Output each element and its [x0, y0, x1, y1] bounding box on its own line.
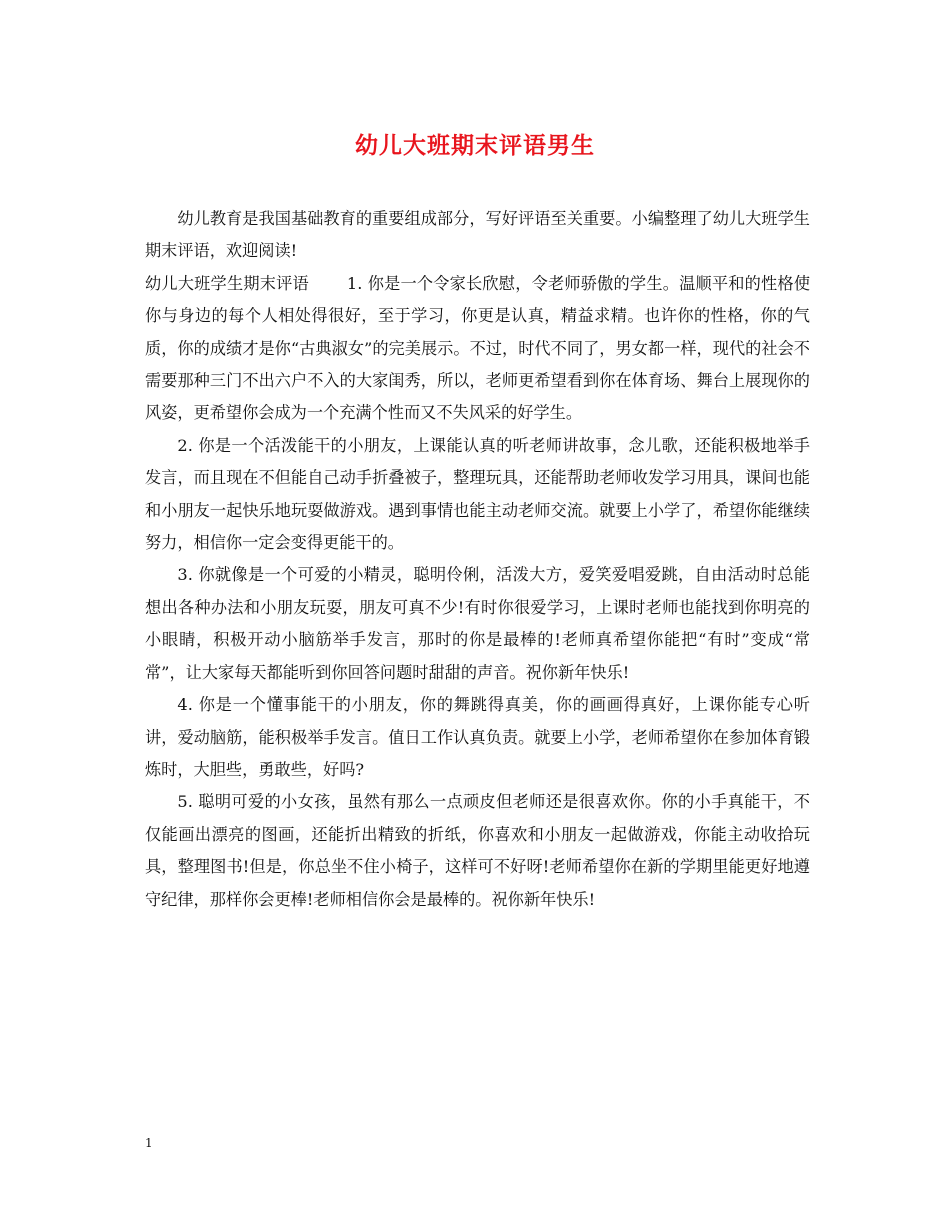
comment-item-1: 1. 你是一个令家长欣慰，令老师骄傲的学生。温顺平和的性格使你与身边的每个人相处得很好，至于学习，你更是认真，精益求精。也许你的性格，你的气质，你的成绩才是你“古典淑女”的完美展示。不过，时代不同了，男女都一样，现代的社会不需要那种三门不出六户不入的大家闺秀，所以，老师更希望看到你在体育场、舞台上展现你的风姿，更希望你会成为一个充满个性而又不失风采的好学生。 — [145, 273, 811, 423]
comment-item-3: 3. 你就像是一个可爱的小精灵，聪明伶俐，活泼大方，爱笑爱唱爱跳，自由活动时总能想出各种办法和小朋友玩耍，朋友可真不少!有时你很爱学习，上课时老师也能找到你明亮的小眼睛，积极开动小脑筋举手发言，那时的你是最棒的!老师真希望你能把“有时”变成“常常”，让大家每天都能听到你回答问题时甜甜的声音。祝你新年快乐! — [145, 565, 810, 682]
comment-item-2: 2. 你是一个活泼能干的小朋友，上课能认真的听老师讲故事，念儿歌，还能积极地举手发言，而且现在不但能自己动手折叠被子，整理玩具，还能帮助老师收发学习用具，课间也能和小朋友一起快乐地玩耍做游戏。遇到事情也能主动老师交流。就要上小学了，希望你能继续努力，相信你一定会变得更能干的。 — [145, 435, 810, 553]
section-label: 幼儿大班学生期末评语 — [145, 273, 309, 293]
intro-paragraph: 幼儿教育是我国基础教育的重要组成部分，写好评语至关重要。小编整理了幼儿大班学生期末评语，欢迎阅读! — [145, 209, 810, 261]
comment-item-4: 4. 你是一个懂事能干的小朋友，你的舞跳得真美，你的画画得真好，上课你能专心听讲，爱动脑筋，能积极举手发言。值日工作认真负责。就要上小学，老师希望你在参加体育锻炼时，大胆些，勇敢些，好吗? — [145, 695, 810, 779]
first-item-paragraph — [145, 268, 810, 430]
comment-item-5: 5. 聪明可爱的小女孩，虽然有那么一点顽皮但老师还是很喜欢你。你的小手真能干，不仅能画出漂亮的图画，还能折出精致的折纸，你喜欢和小朋友一起做游戏，你能主动收拾玩具，整理图书!但是，你总坐不住小椅子，这样可不好呀!老师希望你在新的学期里能更好地遵守纪律，那样你会更棒!老师相信你会是最棒的。祝你新年快乐! — [145, 792, 810, 909]
document-title: 幼儿大班期末评语男生 — [355, 132, 595, 159]
document-body — [145, 203, 810, 916]
page-number: 1 — [145, 1136, 153, 1150]
